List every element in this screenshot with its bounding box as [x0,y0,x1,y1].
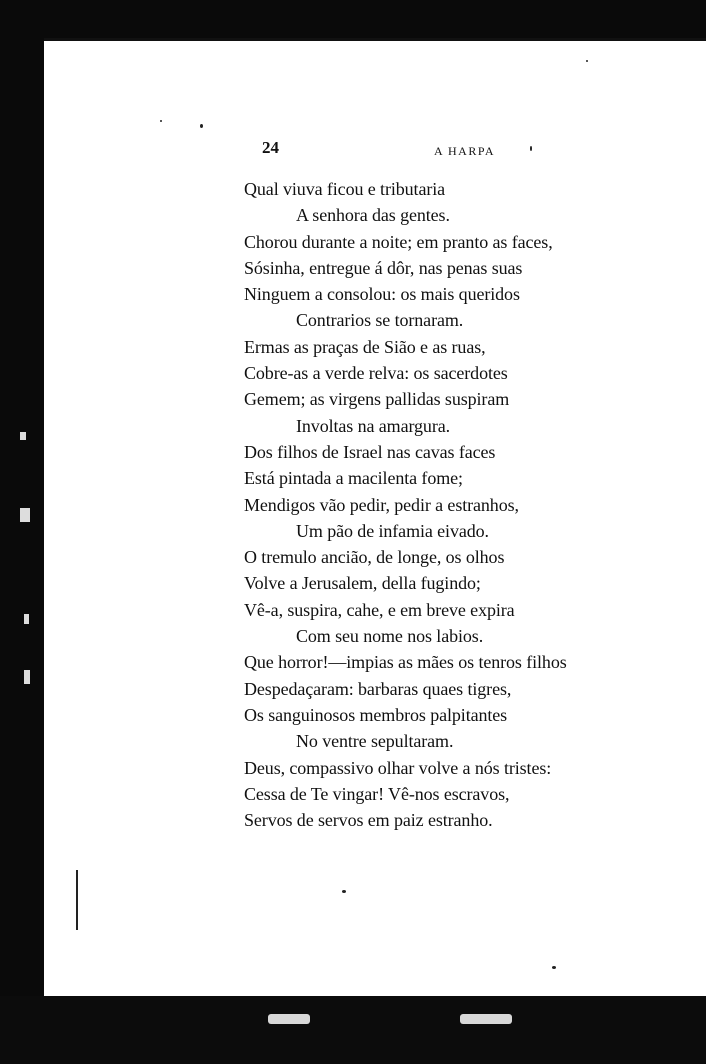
left-edge-mark [24,670,30,684]
poem-line: O tremulo ancião, de longe, os olhos [244,547,505,568]
poem-line: Qual viuva ficou e tributaria [244,179,446,199]
poem-line: Cobre-as a verde relva: os sacerdotes [244,363,508,384]
poem-line: Está pintada a macilenta fome; [244,468,463,489]
poem-text [244,176,684,833]
scan-speck [160,120,162,122]
poem-line: Mendigos vão pedir, pedir a estranhos, [244,494,519,515]
poem-line: Volve a Jerusalem, della fugindo; [244,573,481,594]
page-header [262,138,642,162]
scan-speck [76,870,78,930]
left-edge-mark [20,508,30,522]
poem-line: Gemem; as virgens pallidas suspiram [244,389,510,410]
poem-line: Involtas na amargura. [296,415,451,436]
scan-speck [200,124,203,128]
scan-speck [586,60,588,62]
left-edge-mark [24,614,29,624]
poem-line: A senhora das gentes. [296,205,450,226]
poem-line: Despedaçaram: barbaras quaes tigres, [244,678,512,699]
poem-line: Ermas as praças de Sião e as ruas, [244,336,486,357]
scan-speck [342,890,346,893]
page-number: 24 [262,138,279,157]
poem-line: Que horror!—impias as mães os tenros filhos [244,652,567,673]
poem-line: Com seu nome nos labios. [296,626,484,647]
scan-speck [552,966,556,969]
poem-line: Ninguem a consolou: os mais queridos [244,284,520,305]
poem-line: Cessa de Te vingar! Vê-nos escravos, [244,783,510,804]
poem-line: No ventre sepultaram. [296,731,454,752]
poem-line: Dos filhos de Israel nas cavas faces [244,441,496,462]
scan-smudge [268,1014,310,1024]
poem-line: Sósinha, entregue á dôr, nas penas suas [244,257,523,278]
poem-line: Chorou durante a noite; em pranto as faces, [244,231,553,252]
scan-bottom-edge [0,996,706,1064]
running-title: A HARPA [434,144,496,158]
poem-line: Um pão de infamia eivado. [296,520,489,541]
poem-line: Vê-a, suspira, cahe, e em breve expira [244,599,515,620]
poem-line: Os sanguinosos membros palpitantes [244,704,508,725]
left-edge-mark [20,432,26,440]
poem-line: Deus, compassivo olhar volve a nós tristes: [244,757,552,778]
poem-line: Contrarios se tornaram. [296,310,464,331]
scan-smudge [460,1014,512,1024]
poem-line: Servos de servos em paiz estranho. [244,810,493,831]
